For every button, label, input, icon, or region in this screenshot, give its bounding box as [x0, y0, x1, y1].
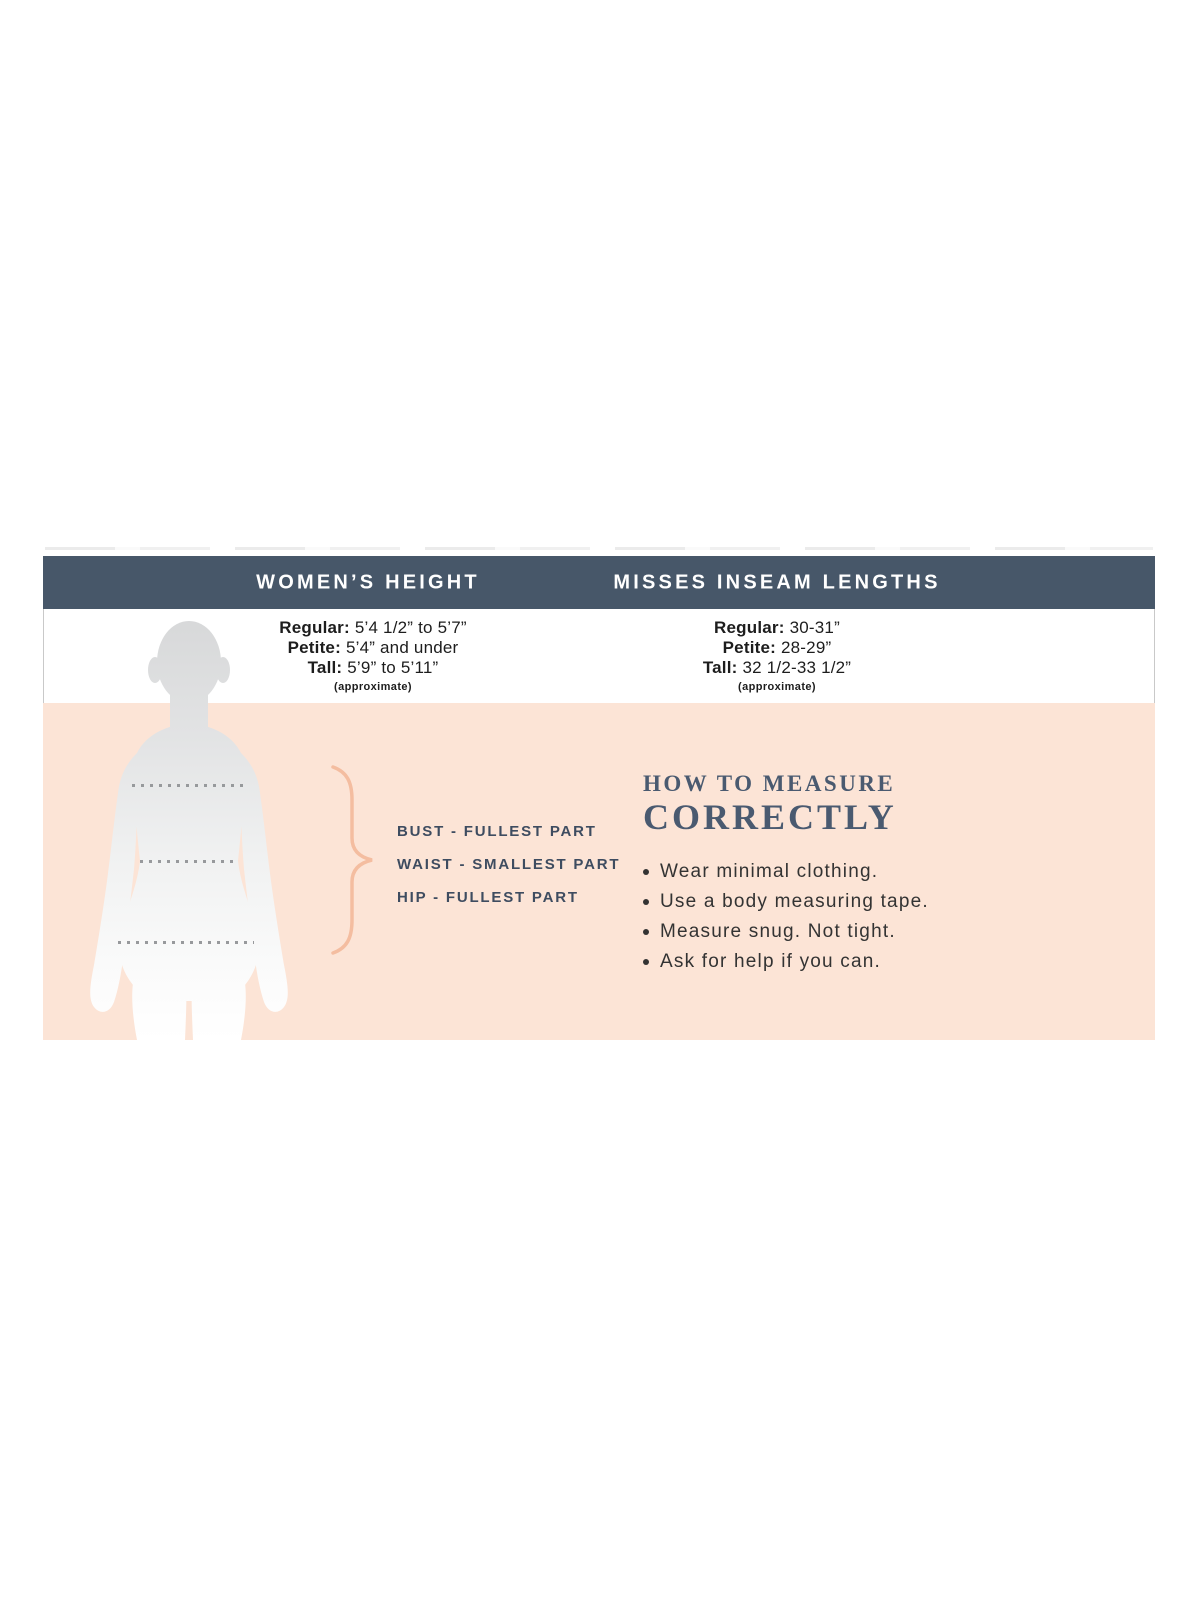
inseam-row	[703, 658, 851, 678]
approximate-note: (approximate)	[738, 681, 816, 693]
inseam-info-block	[703, 618, 851, 695]
height-row-value: 5’4” and under	[345, 638, 459, 657]
womens-height-header: WOMEN’S HEIGHT	[256, 571, 480, 593]
measure-tip	[643, 947, 929, 977]
misses-inseam-header: MISSES INSEAM LENGTHS	[613, 571, 941, 593]
inseam-row-label: Regular:	[714, 618, 785, 637]
measure-tip-text: Measure snug. Not tight.	[660, 921, 896, 942]
inseam-row-label: Petite:	[722, 638, 776, 657]
bullet-icon	[643, 929, 649, 935]
height-row-label: Tall:	[307, 658, 343, 677]
measure-tip	[643, 887, 929, 917]
height-row-label: Regular:	[279, 618, 350, 637]
inseam-row-value: 32 1/2-33 1/2”	[742, 658, 852, 677]
inseam-row	[703, 618, 851, 638]
bust-dotted-line	[132, 784, 244, 787]
bullet-icon	[643, 899, 649, 905]
measure-tips-list	[643, 857, 929, 977]
measure-tip	[643, 917, 929, 947]
measure-tip-text: Ask for help if you can.	[660, 951, 882, 972]
inseam-row-label: Tall:	[702, 658, 738, 677]
size-guide-panel	[43, 545, 1155, 1040]
decorative-top-edge	[45, 547, 1153, 550]
height-row-label: Petite:	[287, 638, 341, 657]
table-header-bar	[43, 556, 1155, 609]
bust-label: BUST - FULLEST PART	[397, 823, 597, 840]
measure-tip	[643, 857, 929, 887]
how-to-measure-title: HOW TO MEASURE	[643, 771, 896, 796]
how-to-measure-section	[643, 770, 929, 977]
waist-dotted-line	[140, 860, 234, 863]
inseam-row-value: 30-31”	[789, 618, 840, 637]
measure-tip-text: Use a body measuring tape.	[660, 891, 929, 912]
bullet-icon	[643, 869, 649, 875]
hip-label: HIP - FULLEST PART	[397, 889, 579, 906]
curly-brace-icon	[326, 763, 386, 957]
height-row-value: 5’9” to 5’11”	[347, 658, 439, 677]
hip-dotted-line	[118, 941, 254, 944]
waist-label: WAIST - SMALLEST PART	[397, 856, 621, 873]
approximate-note: (approximate)	[334, 681, 412, 693]
inseam-row	[703, 638, 851, 658]
measure-tip-text: Wear minimal clothing.	[660, 861, 879, 882]
height-row-value: 5’4 1/2” to 5’7”	[354, 618, 467, 637]
inseam-row-value: 28-29”	[781, 638, 832, 657]
correctly-title: CORRECTLY	[643, 797, 897, 837]
bullet-icon	[643, 959, 649, 965]
